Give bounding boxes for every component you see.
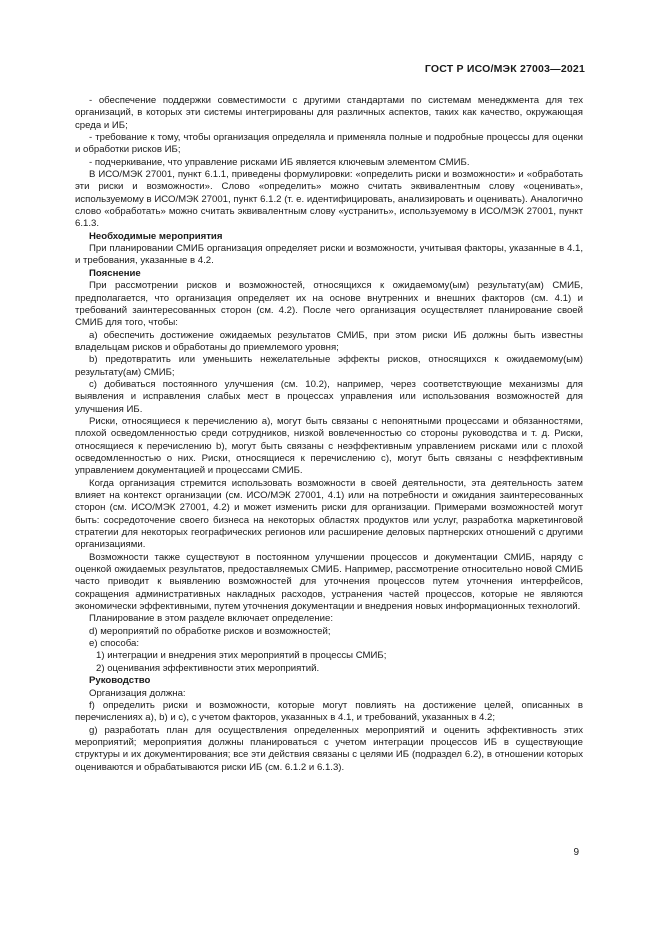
list-item: e) способа: xyxy=(89,638,140,650)
paragraph: - подчеркивание, что управление рисками ИБ является ключевым элементом СМИБ. xyxy=(89,156,470,168)
section-heading: Необходимые мероприятия xyxy=(89,230,223,242)
paragraph: При планировании СМИБ организация определяет риски и возможности, учитывая факторы, указанные в 4.1, и требования, указанные в 4.2. xyxy=(75,243,583,267)
document-body xyxy=(75,95,583,774)
section-heading: Пояснение xyxy=(89,267,141,279)
paragraph: В ИСО/МЭК 27001, пункт 6.1.1, приведены формулировки: «определить риски и возможности» и «обработать эти риски и возможности». Слово «определить» можно считать эквивалентным слову «оценивать», используемому в ИСО/МЭК 27001, пункт 6.1.2 (т. е. идентифицировать, анализировать и оценивать). Аналогично слово «обработать» можно считать эквивалентным слову «устранить», используемому в ИСО/МЭК 27001, пункт 6.1.3. xyxy=(75,169,583,230)
paragraph: При рассмотрении рисков и возможностей, относящихся к ожидаемому(ым) результату(ам) СМИБ, предполагается, что организация определяет их на основе внутренних и внешних факторов (см. 4.1) и требований заинтересованных сторон (см. 4.2). После чего организация осуществляет планирование своей СМИБ для того, чтобы: xyxy=(75,280,583,329)
paragraph: - требование к тому, чтобы организация определяла и применяла полные и подробные процессы для оценки и обработки рисков ИБ; xyxy=(75,132,583,156)
document-header: ГОСТ Р ИСО/МЭК 27003—2021 xyxy=(424,63,585,75)
paragraph: Когда организация стремится использовать возможности в своей деятельности, эта деятельность затем влияет на контекст организации (см. ИСО/МЭК 27001, 4.1) или на потребности и ожидания заинтересованных сторон (см. ИСО/МЭК 27001, 4.2) и может изменить риски для организации. Примерами возможностей могут быть: сосредоточение своего бизнеса на некоторых областях продуктов или услуг, разработка маркетинговой стратегии для некоторых географических регионов или расширение деловых партнерских отношений с другими организациями. xyxy=(75,477,583,551)
sub-list-item: 1) интеграции и внедрения этих мероприятий в процессы СМИБ; xyxy=(96,650,387,662)
section-heading: Руководство xyxy=(89,675,151,687)
list-item: c) добиваться постоянного улучшения (см. 10.2), например, через соответствующие механизмы для выявления и исправления слабых мест в процессах управления или использования возможностей для улучшения ИБ. xyxy=(75,378,583,415)
list-item: f) определить риски и возможности, которые могут повлиять на достижение целей, описанных в перечислениях a), b) и c), с учетом факторов, указанных в 4.1, и требований, указанных в 4.2; xyxy=(75,699,583,724)
paragraph: Возможности также существуют в постоянном улучшении процессов и документации СМИБ, наряду с оценкой ожидаемых результатов, предоставляемых СМИБ. Например, рассмотрение относительно новой СМИБ часто приводит к выявлению возможностей для уточнения процессов путем уточнения интерфейсов, сокращения административных накладных расходов, устранения частей процессов, которые не являются экономически эффективными, путем уточнения документации и внедрения новых информационных технологий. xyxy=(75,551,583,613)
paragraph: Риски, относящиеся к перечислению a), могут быть связаны с непонятными процессами и обязанностями, плохой осведомленностью среди сотрудников, низкой вовлеченностью со стороны руководства и т. д. Риски, относящиеся к перечислению b), могут быть связаны с неэффективным управлением рисками или с плохой осведомленностью о них. Риски, относящиеся к перечислению c), могут быть связаны с неэффективным управлением документацией и процессами СМИБ. xyxy=(75,415,583,477)
list-item: b) предотвратить или уменьшить нежелательные эффекты рисков, относящихся к ожидаемому(ым) результату(ам) СМИБ; xyxy=(75,354,583,378)
list-item: g) разработать план для осуществления определенных мероприятий и оценить эффективность этих мероприятий; мероприятия должны планироваться с учетом интеграции процессов ИБ в существующие структуры и их документирования; все эти действия связаны с целями ИБ (подраздел 6.2), в отношении которых оцениваются и обрабатываются риски ИБ (см. 6.1.2 и 6.1.3). xyxy=(75,724,583,773)
sub-list-item: 2) оценивания эффективности этих мероприятий. xyxy=(96,662,320,674)
paragraph: Организация должна: xyxy=(89,687,186,699)
page-number: 9 xyxy=(573,847,579,858)
list-item: d) мероприятий по обработке рисков и возможностей; xyxy=(89,625,331,637)
paragraph: Планирование в этом разделе включает определение: xyxy=(89,613,334,625)
list-item: a) обеспечить достижение ожидаемых результатов СМИБ, при этом риски ИБ должны быть известны владельцам рисков и обработаны до приемлемого уровня; xyxy=(75,329,583,353)
paragraph: - обеспечение поддержки совместимости с другими стандартами по системам менеджмента для тех организаций, в которых эти системы интегрированы для различных аспектов, таких как качество, окружающая среда и ИБ; xyxy=(75,95,583,131)
